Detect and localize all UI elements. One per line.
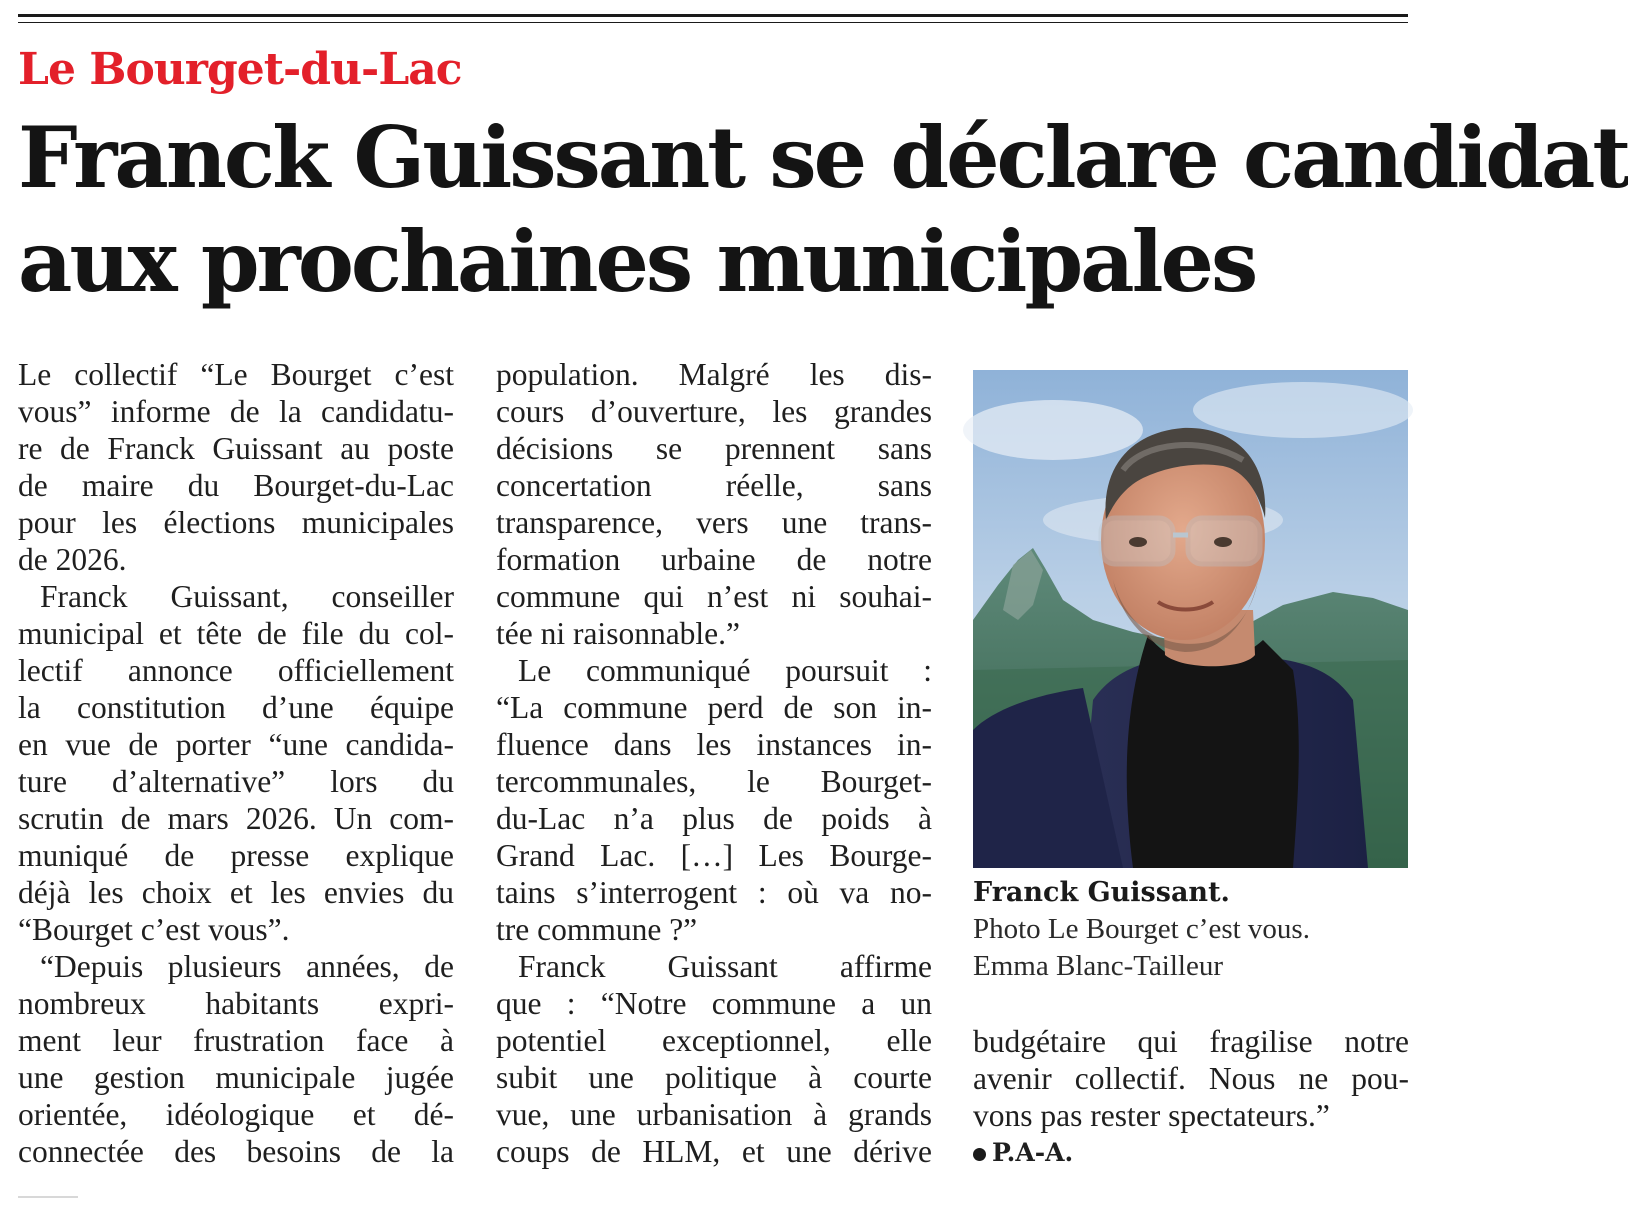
text-line: orientée, idéologique et dé-	[18, 1097, 454, 1132]
portrait-photo	[973, 370, 1408, 868]
text-line: tercommunales, le Bourget-	[496, 764, 932, 799]
text-line: tains s’interrogent : où va no-	[496, 875, 932, 910]
text-line: Franck Guissant affirme	[518, 949, 932, 984]
text-line: fluence dans les instances in-	[496, 727, 932, 762]
text-line: cours d’ouverture, les grandes	[496, 394, 932, 429]
article-column-1	[18, 356, 454, 1170]
text-line: transparence, vers une trans-	[496, 505, 932, 540]
top-rule-thin	[18, 22, 1408, 23]
text-line: municipal et tête de file du col-	[18, 616, 454, 651]
article-headline	[18, 106, 1628, 314]
text-line: une gestion municipale jugée	[18, 1060, 454, 1095]
text-line: connectée des besoins de la	[18, 1134, 454, 1169]
text-line: vons pas rester spectateurs.”	[973, 1098, 1330, 1133]
headline-line-2: aux prochaines municipales	[18, 212, 1256, 311]
text-line: potentiel exceptionnel, elle	[496, 1023, 932, 1058]
article-column-2	[496, 356, 932, 1170]
text-line: Le collectif “Le Bourget c’est	[18, 357, 454, 392]
text-line: “La commune perd de son in-	[496, 690, 932, 725]
text-line: commune qui n’est ni souhai-	[496, 579, 932, 614]
text-line: re de Franck Guissant au poste	[18, 431, 454, 466]
text-line: formation urbaine de notre	[496, 542, 932, 577]
text-line: vous” informe de la candidatu-	[18, 394, 454, 429]
section-kicker: Le Bourget-du-Lac	[18, 44, 462, 95]
caption-credit: Photo Le Bourget c’est vous.	[973, 913, 1310, 945]
article-column-3	[973, 1023, 1409, 1171]
text-line: lectif annonce officiellement	[18, 653, 454, 688]
top-rule-thick	[18, 14, 1408, 17]
text-line: ment leur frustration face à	[18, 1023, 454, 1058]
text-line: concertation réelle, sans	[496, 468, 932, 503]
text-line: pour les élections municipales	[18, 505, 454, 540]
caption-name: Franck Guissant.	[973, 877, 1230, 908]
text-line: que : “Notre commune a un	[496, 986, 932, 1021]
text-line: du-Lac n’a plus de poids à	[496, 801, 932, 836]
text-line: vue, une urbanisation à grands	[496, 1097, 932, 1132]
author-signature	[973, 1134, 1409, 1171]
text-line: décisions se prennent sans	[496, 431, 932, 466]
text-line: nombreux habitants expri-	[18, 986, 454, 1021]
text-line: déjà les choix et les envies du	[18, 875, 454, 910]
text-line: population. Malgré les dis-	[496, 357, 932, 392]
text-line: avenir collectif. Nous ne pou-	[973, 1061, 1409, 1096]
text-line: muniqué de presse explique	[18, 838, 454, 873]
caption-author: Emma Blanc-Tailleur	[973, 950, 1224, 982]
text-line: ture d’alternative” lors du	[18, 764, 454, 799]
text-line: Franck Guissant, conseiller	[40, 579, 454, 614]
text-line: Grand Lac. […] Les Bourge-	[496, 838, 932, 873]
photo-caption	[973, 874, 1409, 985]
text-line: la constitution d’une équipe	[18, 690, 454, 725]
text-line: subit une politique à courte	[496, 1060, 932, 1095]
text-line: scrutin de mars 2026. Un com-	[18, 801, 454, 836]
text-line: en vue de porter “une candida-	[18, 727, 454, 762]
text-line: “Bourget c’est vous”.	[18, 912, 290, 947]
text-line: tre commune ?”	[496, 912, 698, 947]
text-line: tée ni raisonnable.”	[496, 616, 741, 651]
footer-mark	[18, 1196, 78, 1198]
text-line: budgétaire qui fragilise notre	[973, 1024, 1409, 1059]
headline-line-1: Franck Guissant se déclare candidat	[18, 108, 1628, 207]
text-line: de 2026.	[18, 542, 127, 577]
text-line: Le communiqué poursuit :	[518, 653, 932, 688]
text-line: “Depuis plusieurs années, de	[40, 949, 454, 984]
text-line: coups de HLM, et une dérive	[496, 1134, 932, 1169]
text-line: de maire du Bourget-du-Lac	[18, 468, 454, 503]
signature-initials: P.A-A.	[992, 1138, 1074, 1167]
bullet-icon	[973, 1148, 986, 1161]
